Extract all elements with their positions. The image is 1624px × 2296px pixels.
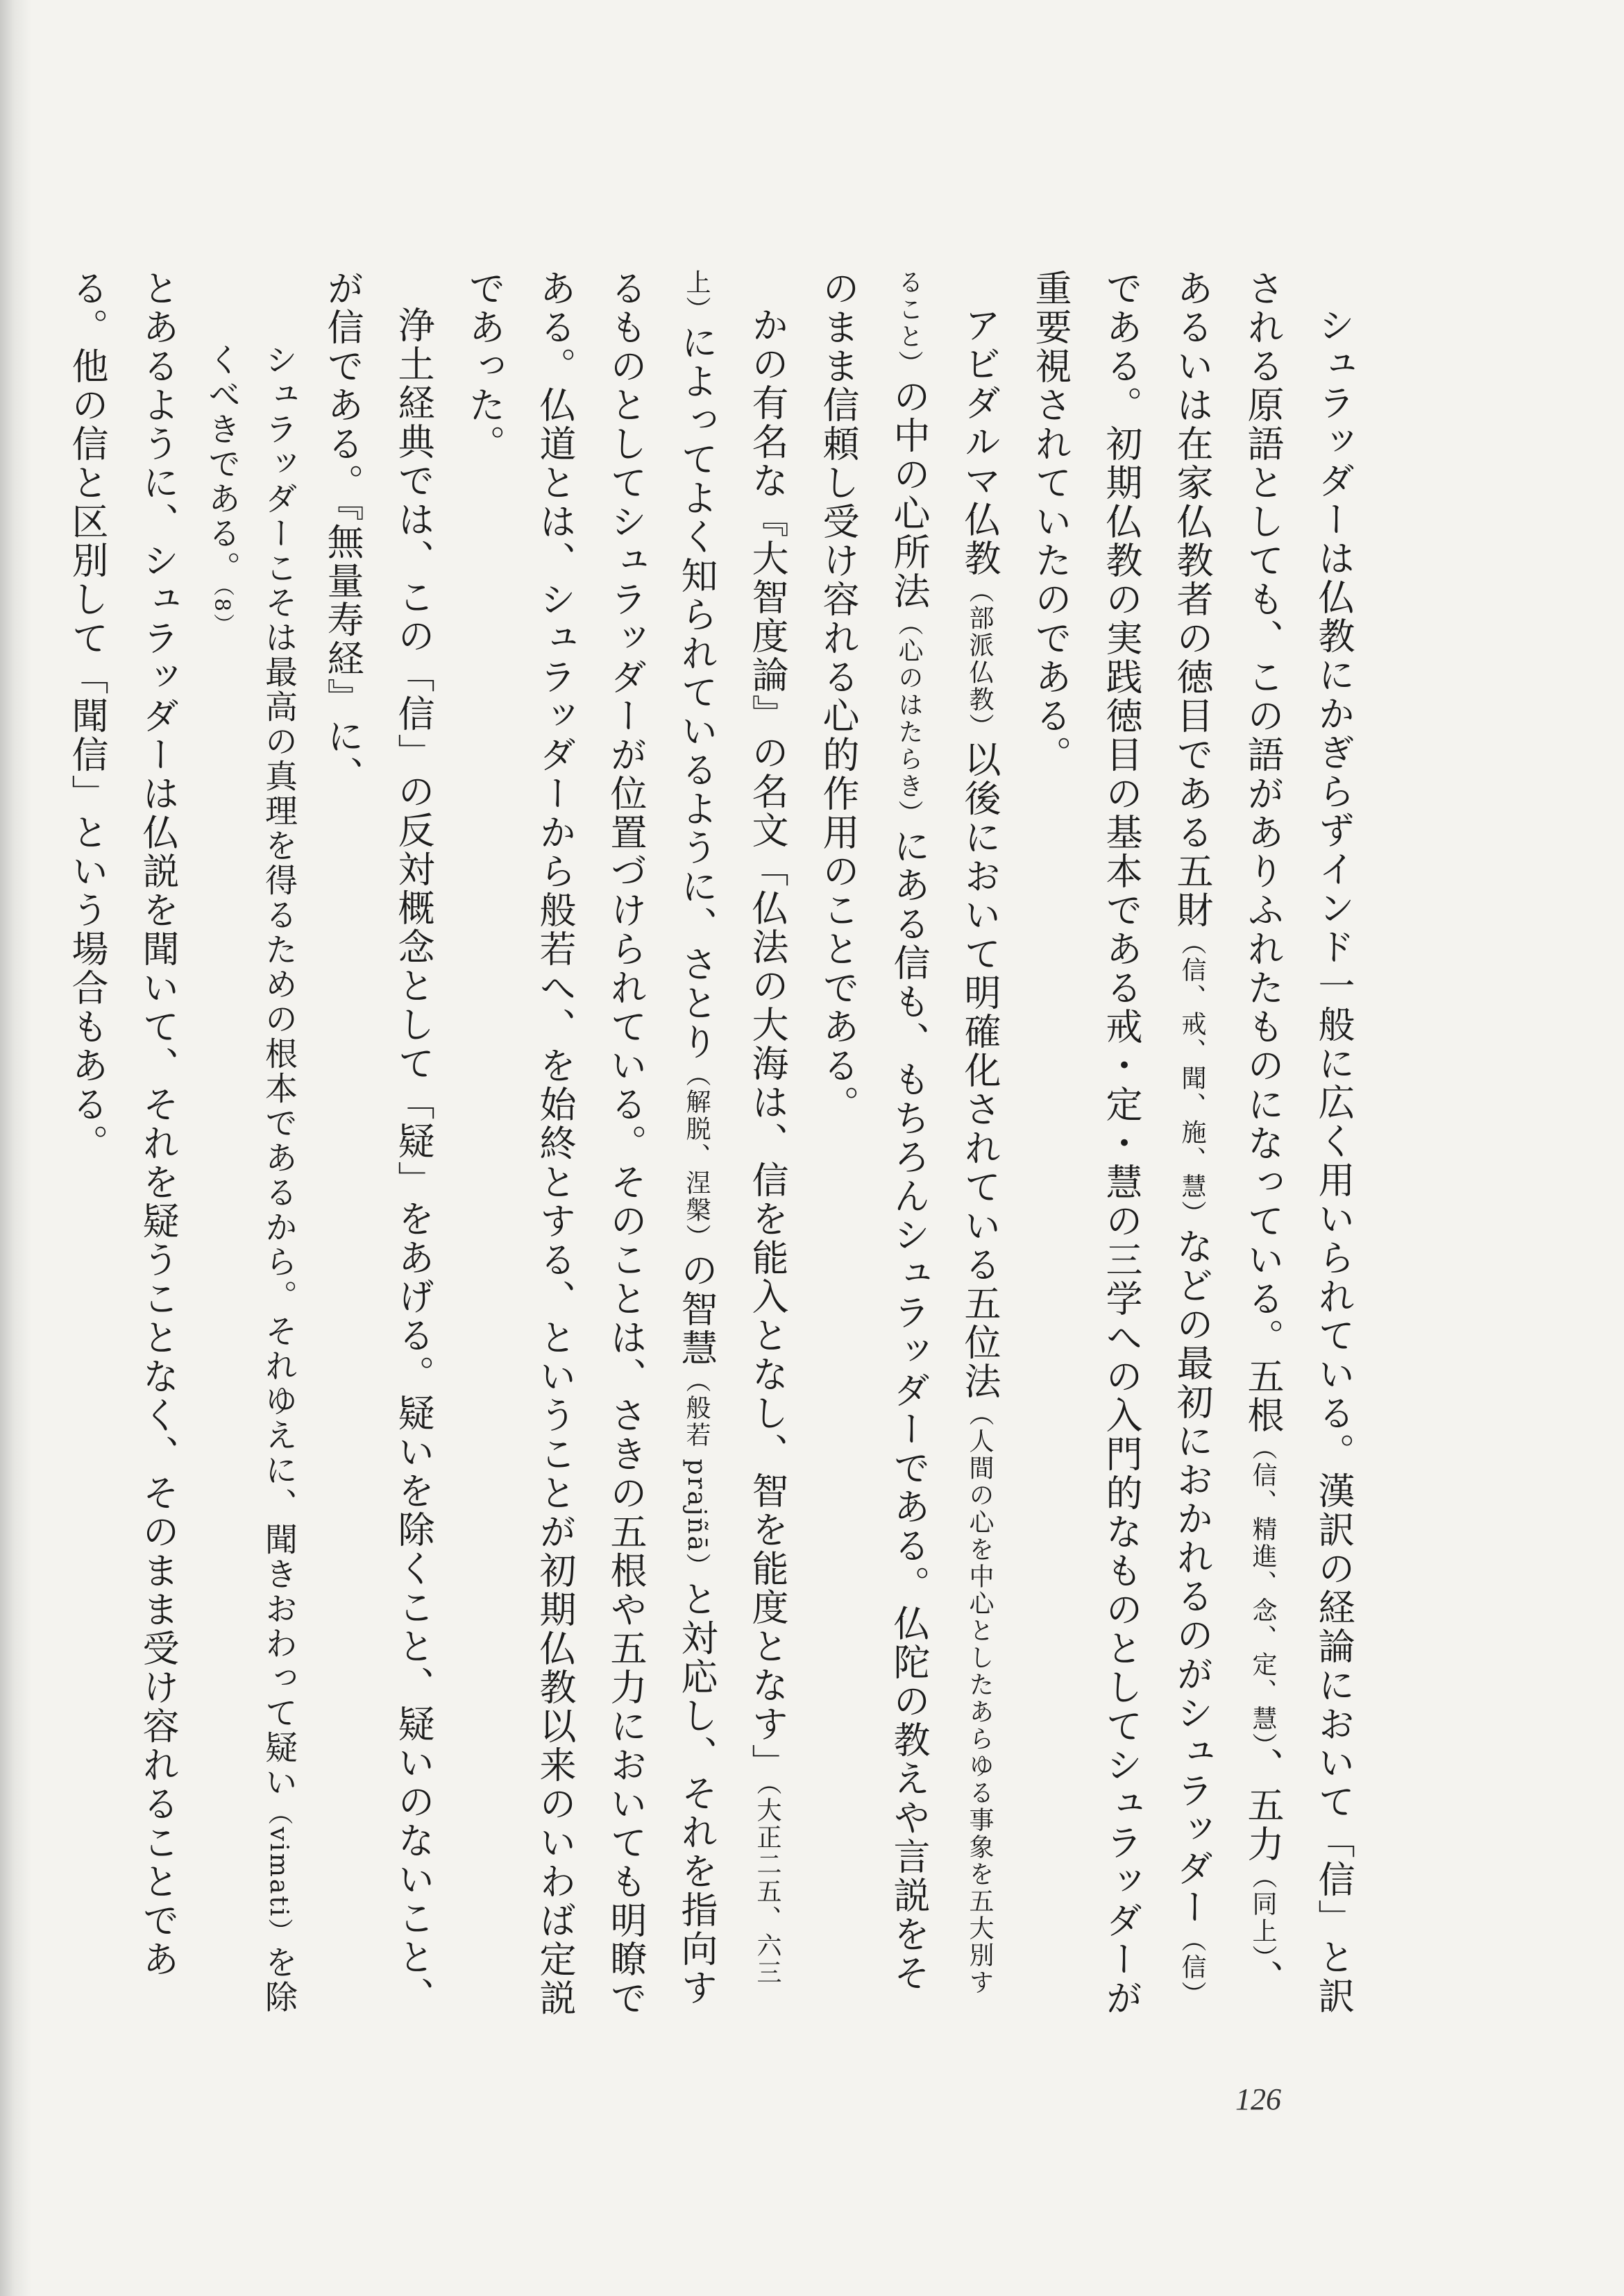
text-run: シュラッダーは仏教にかぎらずインド一般に広く用いられている。漢訳の経論において「信」と訳される原語としても、この語がありふれたものになっている。五根 xyxy=(1242,269,1355,2016)
text-run: によってよく知られているように、さとり xyxy=(675,323,718,1062)
text-run: 、五力 xyxy=(1242,1747,1284,1864)
inline-annotation: （信、戒、聞、施、慧） xyxy=(1178,930,1206,1227)
inline-annotation: （vimati） xyxy=(264,1800,293,1946)
text-run: の中の心所法 xyxy=(888,377,930,611)
inline-annotation: （大正二五、六三上） xyxy=(682,269,781,1987)
vertical-text-body xyxy=(51,269,1369,2018)
paragraph xyxy=(307,269,448,2018)
footnote-reference: （8） xyxy=(210,586,234,637)
text-run: シュラッダーこそは最高の真理を得るための根本であるから。それゆえに、聞きおわって疑い xyxy=(260,343,298,1800)
inline-annotation: （心のはたらき） xyxy=(895,611,923,827)
page-number: 126 xyxy=(1235,2082,1281,2116)
text-run: である。初期仏教の実践徳目の基本である戒・定・慧の三学への入門的なものとしてシュラッダーが重要視されていたのである。 xyxy=(1029,269,1142,2018)
text-run: 、あるいは在家仏教者の徳目である五財 xyxy=(1171,269,1284,1998)
text-run: の智慧 xyxy=(675,1251,718,1368)
text-run: 以後において明確化されている五位法 xyxy=(958,740,1001,1401)
scan-page-edge xyxy=(0,0,32,2296)
paragraph xyxy=(448,269,802,2018)
text-run: とあるように、シュラッダーは仏説を聞いて、それを疑うことなく、そのまま受け容れることである。他の信と区別して「聞信」という場合もある。 xyxy=(66,269,179,1979)
inline-annotation: （部派仏教） xyxy=(965,578,994,740)
inline-annotation: （人間の心を中心としたあらゆる事象を五大別すること） xyxy=(895,269,994,1996)
inline-annotation: （信、精進、念、定、慧） xyxy=(1249,1435,1277,1747)
block-quote xyxy=(193,269,307,2018)
inline-annotation: （般若 prajñā） xyxy=(682,1368,711,1580)
paragraph xyxy=(1015,269,1369,2018)
text-run: アビダルマ仏教 xyxy=(958,306,1001,578)
text-run: 浄土経典では、この「信」の反対概念として「疑」をあげる。疑いを除くこと、疑いのないこと、が信である。『無量寿経』に、 xyxy=(321,269,434,2016)
paragraph-continuation xyxy=(51,269,193,2018)
text-run: にある信も、もちろんシュラッダーである。仏陀の教えや言説をそのまま信頼し受け容れる心的作用のことである。 xyxy=(817,269,930,1993)
text-run: を除くべきである。 xyxy=(203,343,298,2015)
text-run: かの有名な『大智度論』の名文「仏法の大海は、信を能入となし、智を能度となす」 xyxy=(746,306,788,1783)
paragraph xyxy=(802,269,1015,2018)
inline-annotation: （同上） xyxy=(1249,1864,1277,1959)
inline-annotation: （解脱、涅槃） xyxy=(682,1062,711,1251)
text-run: などの最初におかれるのがシュラッダー xyxy=(1171,1227,1213,1927)
text-run: と対応し、それを指向するものとしてシュラッダーが位置づけられている。そのことは、さきの五根や五力においても明瞭である。仏道とは、シュラッダーから般若へ、を始終とする、ということが初期仏教以来のいわば定説であった。 xyxy=(463,269,718,2018)
inline-annotation: （信） xyxy=(1178,1927,1206,2008)
